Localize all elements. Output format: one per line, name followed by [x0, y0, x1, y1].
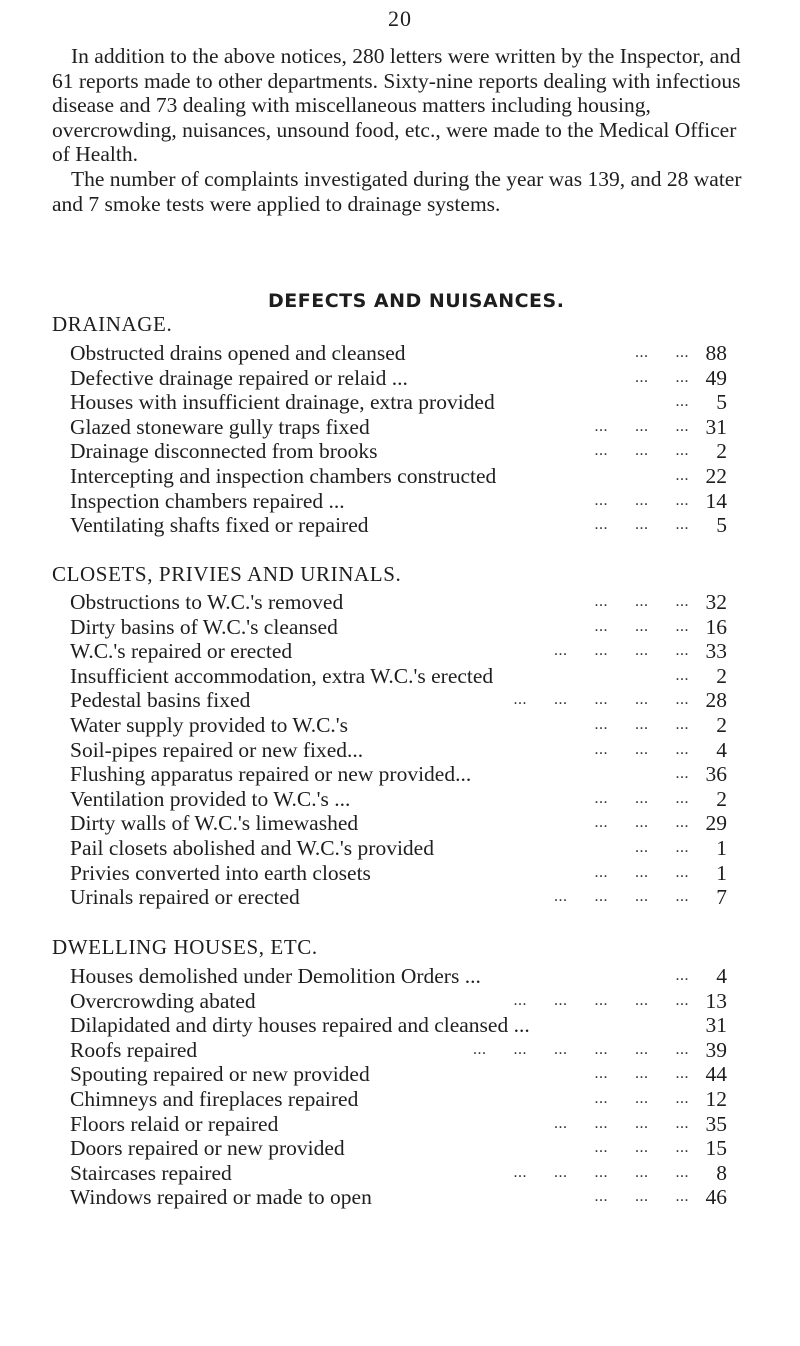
leader-dots: ... ...	[635, 368, 689, 386]
leader-dots: ... ... ...	[594, 516, 689, 534]
item-label: Water supply provided to W.C.'s	[70, 712, 349, 737]
list-item	[70, 964, 727, 989]
item-count: 31	[705, 414, 727, 439]
list-item	[70, 1038, 727, 1063]
item-count: 29	[705, 811, 727, 836]
leader-dots: ... ... ...	[594, 789, 689, 807]
leader-dots: ... ... ...	[594, 715, 689, 733]
item-label: Roofs repaired	[70, 1037, 198, 1062]
leader-dots: ...	[675, 765, 689, 783]
item-label: Floors relaid or repaired	[70, 1111, 279, 1136]
list-item	[70, 664, 727, 689]
list-item	[70, 390, 727, 415]
leader-dots: ... ...	[635, 838, 689, 856]
drainage-list	[70, 341, 727, 538]
item-label: Staircases repaired	[70, 1160, 232, 1185]
item-count: 2	[716, 663, 727, 688]
item-count: 49	[705, 365, 727, 390]
item-label: Ventilating shafts fixed or repaired	[70, 513, 369, 538]
item-label: Houses demolished under Demolition Orders ...	[70, 964, 481, 988]
list-item	[70, 1185, 727, 1210]
leader-dots: ... ... ... ...	[554, 1114, 689, 1132]
item-count: 2	[716, 786, 727, 811]
page-number: 20	[388, 6, 412, 31]
list-item	[70, 415, 727, 440]
item-count: 35	[705, 1111, 727, 1136]
item-label: Doors repaired or new provided	[70, 1136, 345, 1161]
leader-dots: ... ...	[635, 344, 689, 361]
item-count: 5	[716, 390, 727, 415]
leader-dots: ... ... ...	[594, 740, 689, 758]
item-label: Obstructions to W.C.'s removed	[70, 590, 344, 614]
intro-text	[52, 44, 752, 216]
leader-dots: ... ... ...	[594, 442, 689, 460]
list-item	[70, 1112, 727, 1137]
item-label: Pail closets abolished and W.C.'s provided	[70, 835, 434, 860]
list-item	[70, 1087, 727, 1112]
leader-dots: ... ... ... ... ... ...	[473, 1040, 689, 1058]
leader-dots: ... ... ...	[594, 593, 689, 610]
item-count: 2	[716, 439, 727, 464]
item-label: Insufficient accommodation, extra W.C.'s erected	[70, 663, 494, 688]
list-item	[70, 787, 727, 812]
item-label: Overcrowding abated	[70, 988, 256, 1013]
item-count: 7	[716, 885, 727, 910]
leader-dots: ... ... ... ... ...	[513, 691, 689, 709]
leader-dots: ... ... ...	[594, 1065, 689, 1083]
section-heading-dwelling-houses: DWELLING HOUSES, ETC.	[52, 935, 318, 959]
leader-dots: ... ... ...	[594, 617, 689, 635]
item-count: 31	[705, 1013, 727, 1038]
item-count: 46	[705, 1185, 727, 1210]
item-label: Dirty basins of W.C.'s cleansed	[70, 614, 338, 639]
item-count: 13	[705, 988, 727, 1013]
item-count: 36	[705, 762, 727, 787]
list-item	[70, 590, 727, 615]
item-label: Intercepting and inspection chambers constructed	[70, 463, 497, 488]
item-label: Spouting repaired or new provided	[70, 1062, 370, 1087]
item-count: 12	[705, 1086, 727, 1111]
item-count: 8	[716, 1160, 727, 1185]
item-label: Obstructed drains opened and cleansed	[70, 341, 406, 365]
item-count: 15	[705, 1136, 727, 1161]
defects-heading: DEFECTS AND NUISANCES.	[268, 290, 565, 312]
leader-dots: ... ... ...	[594, 1089, 689, 1107]
item-count: 1	[716, 860, 727, 885]
list-item	[70, 341, 727, 366]
item-label: Houses with insufficient drainage, extra provided	[70, 390, 495, 415]
item-count: 16	[705, 614, 727, 639]
item-label: Inspection chambers repaired ...	[70, 488, 345, 513]
list-item	[70, 713, 727, 738]
leader-dots: ...	[675, 466, 689, 484]
item-label: Ventilation provided to W.C.'s ...	[70, 786, 351, 811]
item-label: Urinals repaired or erected	[70, 885, 300, 910]
list-item	[70, 366, 727, 391]
item-label: W.C.'s repaired or erected	[70, 639, 293, 664]
list-item	[70, 885, 727, 910]
intro-paragraph: In addition to the above notices, 280 letters were written by the Inspector, and 61 reports made to other departments. Sixty-nine reports dealing with infectious disease and 73 dealing with miscellaneous matters including housing, overcrowding, nuisances, unsound food, etc., were made to the Medical Officer of Health.	[52, 44, 741, 167]
list-item	[70, 1136, 727, 1161]
list-item	[70, 762, 727, 787]
leader-dots: ... ... ... ... ...	[513, 1163, 689, 1181]
leader-dots: ...	[675, 967, 689, 984]
item-count: 22	[705, 463, 727, 488]
list-item	[70, 615, 727, 640]
item-label: Glazed stoneware gully traps fixed	[70, 414, 370, 439]
leader-dots: ... ... ...	[594, 863, 689, 881]
item-label: Defective drainage repaired or relaid ...	[70, 365, 408, 390]
item-count: 1	[716, 835, 727, 860]
item-count: 4	[716, 964, 727, 988]
section-heading-closets: CLOSETS, PRIVIES AND URINALS.	[52, 562, 402, 586]
item-label: Privies converted into earth closets	[70, 860, 371, 885]
item-label: Soil-pipes repaired or new fixed...	[70, 737, 364, 762]
leader-dots: ... ... ...	[594, 1188, 689, 1206]
list-item	[70, 688, 727, 713]
item-count: 39	[705, 1037, 727, 1062]
item-count: 32	[705, 590, 727, 614]
list-item	[70, 1013, 727, 1038]
leader-dots: ... ... ...	[594, 1139, 689, 1157]
leader-dots: ... ... ...	[594, 814, 689, 832]
leader-dots: ...	[675, 393, 689, 411]
closets-list	[70, 590, 727, 910]
item-count: 28	[705, 688, 727, 713]
item-label: Pedestal basins fixed	[70, 688, 251, 713]
list-item	[70, 1062, 727, 1087]
list-item	[70, 513, 727, 538]
item-label: Dirty walls of W.C.'s limewashed	[70, 811, 359, 836]
leader-dots: ...	[675, 666, 689, 684]
leader-dots: ... ... ...	[594, 417, 689, 435]
list-item	[70, 836, 727, 861]
leader-dots: ... ... ... ...	[554, 642, 689, 660]
intro-paragraph: The number of complaints investigated during the year was 139, and 28 water and 7 smoke tests were applied to drainage systems.	[52, 166, 742, 216]
item-count: 88	[705, 341, 727, 365]
list-item	[70, 811, 727, 836]
list-item	[70, 861, 727, 886]
item-label: Windows repaired or made to open	[70, 1185, 372, 1210]
item-count: 44	[705, 1062, 727, 1087]
list-item	[70, 1161, 727, 1186]
list-item	[70, 989, 727, 1014]
list-item	[70, 738, 727, 763]
section-heading-drainage: DRAINAGE.	[52, 312, 173, 336]
item-label: Flushing apparatus repaired or new provided...	[70, 762, 472, 787]
item-label: Dilapidated and dirty houses repaired and cleansed ...	[70, 1013, 530, 1038]
item-count: 4	[716, 737, 727, 762]
leader-dots: ... ... ... ... ...	[513, 991, 689, 1009]
list-item	[70, 439, 727, 464]
leader-dots: ... ... ... ...	[554, 888, 689, 906]
item-count: 33	[705, 639, 727, 664]
item-count: 2	[716, 712, 727, 737]
list-item	[70, 489, 727, 514]
list-item	[70, 464, 727, 489]
item-count: 14	[705, 488, 727, 513]
item-label: Drainage disconnected from brooks	[70, 439, 378, 464]
leader-dots: ... ... ...	[594, 491, 689, 509]
list-item	[70, 639, 727, 664]
item-count: 5	[716, 513, 727, 538]
item-label: Chimneys and fireplaces repaired	[70, 1086, 359, 1111]
dwelling-houses-list	[70, 964, 727, 1210]
